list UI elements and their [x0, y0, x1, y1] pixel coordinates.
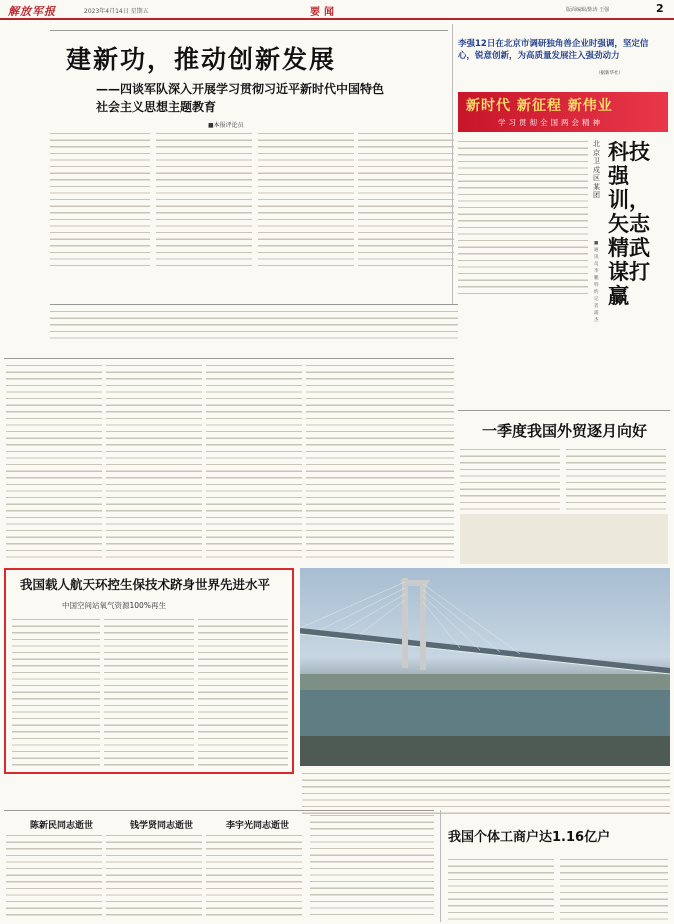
- lead-subhead-line-1: ——四谈军队深入开展学习贯彻习近平新时代中国特色: [96, 82, 385, 96]
- space-body-col-1: [12, 616, 100, 768]
- article-col-1: [6, 362, 102, 562]
- divider: [50, 30, 448, 31]
- banner-subtitle: 学习贯彻全国两会精神: [498, 118, 603, 127]
- lead-byline: ■本报评论员: [208, 122, 244, 129]
- trade-sidebar: [460, 514, 668, 564]
- obituary-headline-1: 陈新民同志逝世: [30, 821, 94, 831]
- column-banner: [458, 92, 668, 132]
- space-body-col-3: [198, 616, 288, 768]
- lead-body-col-4: [358, 130, 454, 270]
- obituary-body-2: [106, 832, 202, 920]
- divider: [4, 358, 454, 359]
- lead-continuation: [50, 308, 458, 342]
- news-source: （据新华社）: [596, 71, 623, 76]
- bridge-photo: [300, 568, 670, 766]
- space-body-col-2: [104, 616, 194, 768]
- trade-headline: 一季度我国外贸逐月向好: [482, 422, 648, 440]
- newspaper-logo: 解放军报: [8, 5, 56, 18]
- divider: [452, 24, 453, 304]
- feature-byline: ■通讯员 李 鹏 特约记者 浦 杰: [594, 241, 599, 323]
- issue-date: 2023年4月14日 星期五: [84, 8, 149, 15]
- space-headline: 我国载人航天环控生保技术跻身世界先进水平: [20, 577, 271, 592]
- premier-news-brief: 李强12日在北京市调研独角兽企业时强调，坚定信心，锐意创新，为高质量发展注入强劲动力: [458, 39, 649, 61]
- trade-body-col-2: [566, 446, 666, 510]
- business-body-col-2: [560, 856, 668, 920]
- feature-unit: 北京卫戍区某团: [593, 140, 600, 199]
- obituary-body-1: [6, 832, 102, 920]
- divider: [4, 810, 434, 811]
- space-subhead: 中国空间站氧气资源100%再生: [62, 601, 166, 610]
- trade-body-col-1: [460, 446, 560, 510]
- feature-headline: 科技强训，矢志精武谋打赢: [608, 140, 650, 308]
- bridge-photo-illustration: [300, 568, 670, 766]
- banner-title: 新时代 新征程 新伟业: [466, 98, 613, 114]
- obituary-headline-3: 李宇光同志逝世: [226, 821, 290, 831]
- news-brief-body: [310, 812, 434, 920]
- divider: [440, 810, 441, 922]
- business-headline: 我国个体工商户达1.16亿户: [448, 830, 611, 845]
- page-editor: 版面编辑/陈涛 王强: [566, 7, 610, 13]
- feature-body: [458, 138, 588, 298]
- lead-body-col-3: [258, 130, 354, 270]
- lead-body-col-2: [156, 130, 252, 270]
- obituary-body-3: [206, 832, 302, 920]
- lead-subhead-line-2: 社会主义思想主题教育: [96, 100, 217, 114]
- lead-body-col-1: [50, 130, 150, 270]
- section-title: 要闻: [310, 7, 338, 18]
- page-number: 2: [656, 2, 664, 15]
- divider: [50, 304, 458, 305]
- article-col-4: [306, 362, 454, 562]
- lead-headline: 建新功，推动创新发展: [66, 45, 337, 74]
- obituary-headline-2: 钱学贤同志逝世: [130, 821, 194, 831]
- article-col-2: [106, 362, 202, 562]
- divider: [458, 410, 670, 411]
- article-col-3: [206, 362, 302, 562]
- business-body-col-1: [448, 856, 554, 920]
